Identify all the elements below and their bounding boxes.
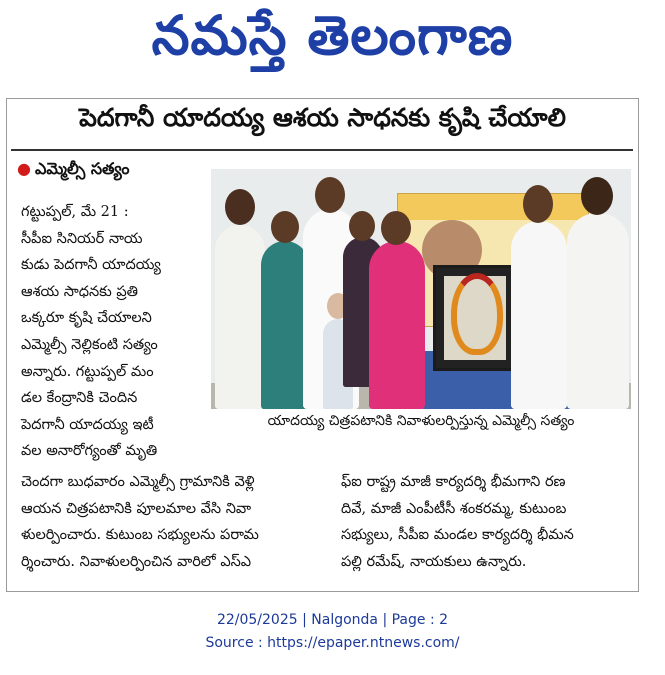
person-head — [523, 185, 553, 223]
article-headline: పెదగానీ యాదయ్య ఆశయ సాధనకు కృషి చేయాలి — [79, 103, 566, 132]
column-line: ఆశయ సాధనకు ప్రతి — [21, 283, 139, 300]
body-line: ఫ్‌ఐ రాష్ట్ర మాజీ కార్యదర్శి భీమగాని రణ — [341, 474, 566, 490]
body-line: పల్లి రమేష్, నాయకులు ఉన్నారు. — [341, 553, 527, 570]
article-lower-left — [21, 469, 259, 575]
column-line: వల అనారోగ్యంతో మృతి — [21, 443, 158, 460]
article-lower-right — [341, 469, 574, 575]
bullet-icon: ● — [17, 159, 31, 178]
person-figure — [511, 221, 567, 409]
person-figure — [261, 241, 309, 409]
column-line: కుడు పెదగానీ యాదయ్య — [21, 257, 161, 274]
column-line: అన్నారు. గట్టుప్పల్ మం — [21, 363, 154, 380]
body-line: ఆయన చిత్రపటానికి పూలమాల వేసి నివా — [21, 500, 252, 517]
byline-text: ఎమ్మెల్సీ సత్యం — [34, 159, 130, 178]
headline-rule — [11, 149, 633, 151]
body-line: ర్శించారు. నివాళులర్పించిన వారిలో ఎస్‌ఎ — [21, 553, 252, 570]
body-line: ళులర్పించారు. కుటుంబ సభ్యులను పరామ — [21, 527, 259, 544]
banner-header — [398, 194, 588, 220]
column-line: పెదగానీ యాదయ్య ఇటీ — [21, 416, 154, 433]
body-line: చెందగా బుధవారం ఎమ్మెల్సీ గ్రామానికి వెళ్లి — [21, 474, 255, 490]
body-line: దివే, మాజీ ఎంపీటీసీ శంకరమ్మ, కుటుంబ — [341, 500, 567, 517]
article-byline — [17, 159, 130, 182]
person-head — [315, 177, 345, 213]
article-photo — [211, 169, 631, 409]
photo-caption: యాదయ్య చిత్రపటానికి నివాళులర్పిస్తున్న ఎమ్మెల్సీ సత్యం — [267, 413, 575, 429]
column-line: గట్టుప్పల్, మే 21 : — [21, 204, 129, 220]
person-head — [349, 211, 375, 241]
column-line: సీపీఐ సినియర్ నాయ — [21, 230, 143, 247]
person-head — [225, 189, 255, 225]
body-line: సభ్యులు, సీపీఐ మండల కార్యదర్శి భీమన — [341, 527, 574, 544]
person-head — [381, 211, 411, 245]
column-line: ఒక్కరూ కృషి చేయాలని — [21, 310, 152, 327]
person-head — [271, 211, 299, 243]
person-figure — [215, 225, 265, 409]
footer-source-link[interactable]: Source : https://epaper.ntnews.com/ — [205, 635, 460, 651]
column-line: ఎమ్మెల్సీ నెల్లికంటి సత్యం — [21, 336, 158, 353]
masthead-title: నమస్తే తెలంగాణ — [151, 4, 514, 67]
newspaper-masthead — [0, 0, 665, 88]
footer-edition-info: 22/05/2025 | Nalgonda | Page : 2 — [216, 612, 449, 628]
flower-garland — [451, 273, 503, 355]
article-left-column — [21, 199, 191, 465]
person-head — [581, 177, 613, 215]
person-figure — [567, 213, 629, 409]
person-figure — [369, 241, 425, 409]
column-line: డల కేంద్రానికి చెందిన — [21, 390, 138, 407]
article-clipping — [6, 98, 639, 592]
